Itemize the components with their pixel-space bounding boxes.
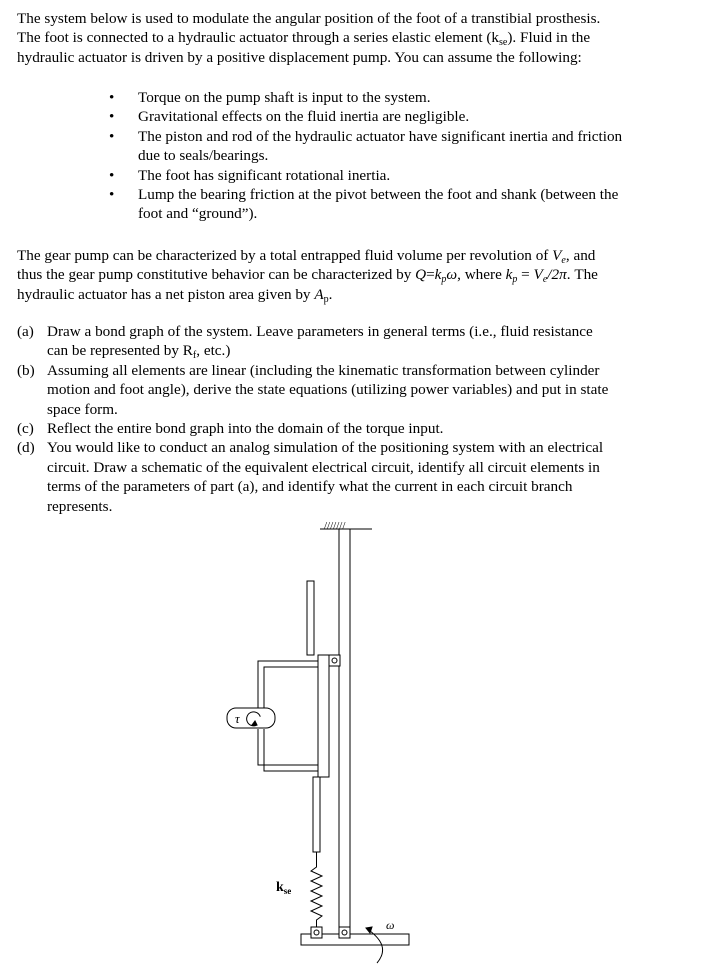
- question-label: (b): [17, 361, 35, 379]
- upper-fluid-line: [258, 661, 318, 711]
- text-run: thus the gear pump constitutive behavior can be characterized by: [17, 266, 416, 284]
- question-text: [47, 341, 608, 360]
- gear-pump-line: [17, 285, 598, 304]
- prosthesis-diagram: [0, 515, 704, 976]
- text-run: The foot is connected to a hydraulic actuator through a series elastic element (k: [17, 29, 500, 47]
- question-text: [47, 322, 608, 341]
- series-elastic-spring: [311, 852, 322, 927]
- bullet-icon: •: [109, 186, 115, 204]
- question-text: [47, 477, 608, 496]
- assumptions-list: [0, 88, 704, 224]
- questions-list: [0, 322, 608, 516]
- question-item: [0, 438, 608, 516]
- text-run: . The: [566, 266, 598, 284]
- assumption-text: due to seals/bearings.: [138, 147, 269, 165]
- ankle-pivot: [339, 927, 350, 938]
- text-run: =: [426, 266, 435, 284]
- question-item: [0, 419, 608, 438]
- assumption-text: Lump the bearing friction at the pivot between the foot and shank (between the: [138, 186, 619, 204]
- question-item: [0, 361, 608, 419]
- text-run: k: [505, 266, 513, 284]
- assumption-item: [0, 185, 704, 224]
- text-run: e: [561, 255, 566, 266]
- assumption-item: [0, 166, 704, 185]
- diagram-geometry: [227, 529, 409, 963]
- text-run: , etc.): [196, 342, 231, 360]
- text-run: .: [328, 285, 333, 303]
- text-run: can be represented by R: [47, 342, 193, 360]
- assumption-text: Torque on the pump shaft is input to the system.: [138, 89, 431, 106]
- assumption-text: The piston and rod of the hydraulic actuator have significant inertia and friction: [138, 127, 623, 145]
- spring-foot-pivot: [311, 927, 322, 938]
- question-text: [47, 438, 608, 457]
- text-run: =: [517, 266, 534, 284]
- question-text: [47, 419, 608, 438]
- text-run: Q: [415, 266, 427, 284]
- bullet-icon: •: [109, 166, 115, 184]
- bullet-icon: •: [109, 127, 115, 145]
- question-item: [0, 322, 608, 361]
- bullet-icon: •: [109, 108, 115, 126]
- text-run: ω: [446, 266, 458, 284]
- upper-rod: [307, 581, 314, 655]
- lower-fluid-line: [258, 729, 318, 765]
- text-run: A: [314, 285, 324, 303]
- text-run: p: [323, 293, 329, 305]
- hydraulic-cylinder: [318, 655, 329, 777]
- text-run: Reflect the entire bond graph into the domain of the torque input.: [47, 420, 444, 438]
- cylinder-pivot-mount: [329, 655, 340, 666]
- question-text: [47, 380, 608, 399]
- text-run: The system below is used to modulate the angular position of the foot of a transtibial prosthesis.: [17, 10, 601, 27]
- question-text: [47, 497, 608, 516]
- assumption-text: Gravitational effects on the fluid inertia are negligible.: [138, 108, 470, 126]
- lower-rod: [313, 777, 320, 852]
- assumption-text: The foot has significant rotational inertia.: [138, 166, 391, 184]
- intro-paragraph: [17, 9, 685, 67]
- shank-bar: [339, 529, 350, 934]
- intro-line: [17, 28, 685, 47]
- text-run: e: [542, 274, 548, 286]
- question-label: (a): [17, 323, 34, 340]
- text-run: You would like to conduct an analog simulation of the positioning system with an electrical: [47, 439, 604, 457]
- assumption-text: foot and “ground”).: [138, 205, 258, 223]
- text-run: terms of the parameters of part (a), and identify what the current in each circuit branch: [47, 478, 573, 496]
- text-run: Draw a bond graph of the system. Leave parameters in general terms (i.e., fluid resistance: [47, 323, 593, 340]
- question-text: [47, 458, 608, 477]
- gear-pump-paragraph: [17, 246, 598, 304]
- gear-pump-line: [17, 246, 598, 265]
- text-run: hydraulic actuator has a net piston area given by: [17, 285, 315, 303]
- assumption-item: [0, 107, 704, 126]
- text-run: V: [552, 247, 562, 264]
- text-run: , where: [457, 266, 506, 284]
- text-run: p: [441, 274, 447, 286]
- text-run: se: [499, 37, 508, 49]
- upper-fluid-line-inner: [264, 667, 318, 711]
- text-run: f: [192, 350, 197, 362]
- text-run: The gear pump can be characterized by a total entrapped fluid volume per revolution of: [17, 247, 553, 264]
- text-run: space form.: [47, 400, 118, 418]
- gear-pump-line: [17, 265, 598, 284]
- text-run: k: [434, 266, 442, 284]
- torque-label: τ: [235, 711, 240, 726]
- question-label: (d): [17, 439, 35, 457]
- text-run: hydraulic actuator is driven by a positive displacement pump. You can assume the following:: [17, 48, 582, 66]
- angle-label: ω: [386, 918, 395, 932]
- text-run: circuit. Draw a schematic of the equivalent electrical circuit, identify all circuit elements in: [47, 458, 600, 476]
- text-run: , and: [565, 247, 596, 264]
- ground-hatch: ///////: [324, 520, 346, 532]
- assumption-item: [0, 127, 704, 166]
- text-run: motion and foot angle), derive the state equations (utilizing power variables) and put in state: [47, 381, 609, 399]
- spring-label: $k_{se}$: [276, 880, 292, 896]
- bullet-icon: •: [109, 89, 115, 106]
- question-label: (c): [17, 420, 34, 438]
- text-run: p: [512, 274, 518, 286]
- text-run: /2π: [547, 266, 567, 284]
- assumption-item: [0, 88, 704, 107]
- question-text: [47, 400, 608, 419]
- text-run: Assuming all elements are linear (including the kinematic transformation between cylinder: [47, 361, 600, 379]
- intro-line: [17, 9, 685, 28]
- question-text: [47, 361, 608, 380]
- intro-line: [17, 48, 685, 67]
- text-run: V: [533, 266, 543, 284]
- text-run: represents.: [47, 497, 113, 515]
- text-run: ). Fluid in the: [507, 29, 591, 47]
